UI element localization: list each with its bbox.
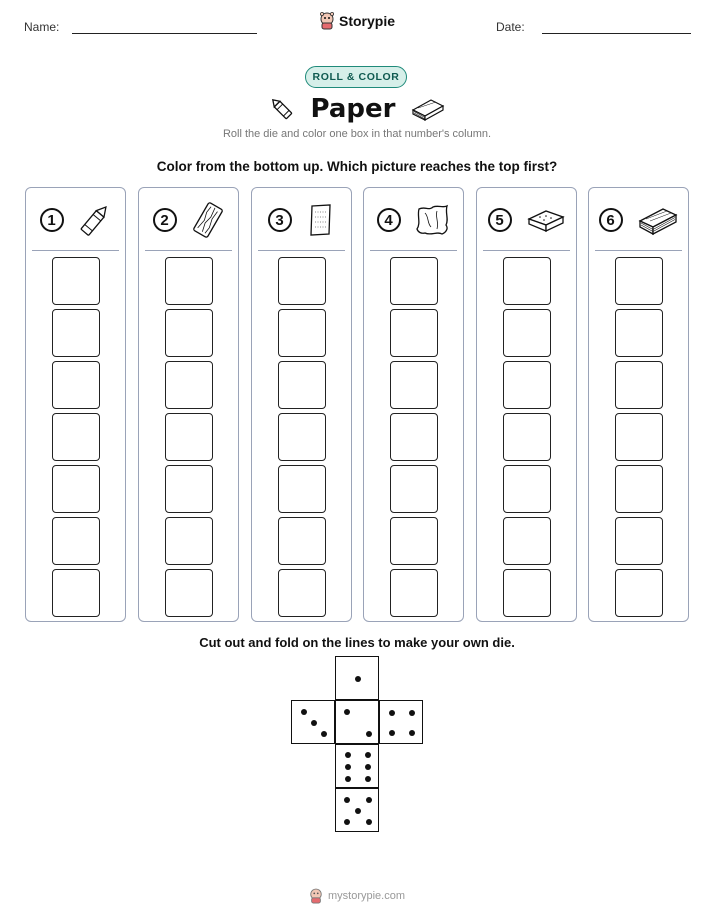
- column-4: [363, 187, 464, 622]
- number-badge: 5: [488, 208, 512, 232]
- column-divider: [595, 250, 682, 251]
- color-box[interactable]: [615, 465, 663, 513]
- color-box[interactable]: [165, 413, 213, 461]
- column-divider: [258, 250, 345, 251]
- color-box[interactable]: [390, 517, 438, 565]
- name-label: Name:: [24, 20, 60, 34]
- brand-logo: [0, 12, 714, 33]
- color-box[interactable]: [278, 257, 326, 305]
- number-badge: 4: [377, 208, 401, 232]
- color-box[interactable]: [503, 569, 551, 617]
- color-box[interactable]: [278, 413, 326, 461]
- crayon-icon: [269, 96, 295, 122]
- color-box[interactable]: [615, 517, 663, 565]
- footer-url: mystorypie.com: [327, 890, 406, 902]
- color-box[interactable]: [165, 517, 213, 565]
- page-title: Paper: [310, 94, 396, 124]
- column-header: [26, 202, 125, 238]
- paper-stack-icon: [411, 96, 445, 122]
- column-3: [251, 187, 352, 622]
- die-face-4: [379, 700, 423, 744]
- column-divider: [145, 250, 232, 251]
- color-box[interactable]: [52, 257, 100, 305]
- color-box[interactable]: [615, 257, 663, 305]
- instruction: Color from the bottom up. Which picture reaches the top first?: [156, 159, 558, 174]
- color-box[interactable]: [278, 517, 326, 565]
- color-box[interactable]: [503, 517, 551, 565]
- color-box[interactable]: [390, 413, 438, 461]
- mascot-icon: [319, 12, 335, 30]
- number-badge: 6: [599, 208, 623, 232]
- color-box[interactable]: [503, 361, 551, 409]
- color-box[interactable]: [615, 569, 663, 617]
- color-box[interactable]: [165, 361, 213, 409]
- color-box[interactable]: [52, 309, 100, 357]
- paper-stack-icon: [637, 203, 679, 237]
- number-badge: 1: [40, 208, 64, 232]
- color-box[interactable]: [615, 309, 663, 357]
- number-badge: 3: [268, 208, 292, 232]
- color-box[interactable]: [165, 465, 213, 513]
- color-box[interactable]: [278, 309, 326, 357]
- color-box[interactable]: [390, 361, 438, 409]
- color-box[interactable]: [278, 361, 326, 409]
- die-face-5: [335, 788, 379, 832]
- color-box[interactable]: [503, 413, 551, 461]
- column-1: [25, 187, 126, 622]
- color-box[interactable]: [165, 309, 213, 357]
- crayon-icon: [78, 202, 112, 238]
- column-divider: [483, 250, 570, 251]
- color-box[interactable]: [615, 413, 663, 461]
- crumpled-cloth-icon: [415, 203, 451, 237]
- color-box[interactable]: [52, 569, 100, 617]
- color-box[interactable]: [278, 465, 326, 513]
- die-face-1: [335, 656, 379, 700]
- number-badge: 2: [153, 208, 177, 232]
- column-2: [138, 187, 239, 622]
- color-box[interactable]: [278, 569, 326, 617]
- color-box[interactable]: [390, 309, 438, 357]
- die-instruction: Cut out and fold on the lines to make your own die.: [199, 635, 515, 650]
- column-6: [588, 187, 689, 622]
- column-header: [139, 202, 238, 238]
- mascot-icon: [309, 888, 323, 904]
- date-label: Date:: [496, 20, 525, 34]
- name-line[interactable]: [72, 33, 257, 34]
- color-box[interactable]: [52, 465, 100, 513]
- die-face-6: [335, 744, 379, 788]
- column-5: [476, 187, 577, 622]
- subtitle: Roll the die and color one box in that number's column.: [222, 128, 492, 140]
- column-header: [364, 202, 463, 238]
- paper-sheet-icon: [306, 202, 336, 238]
- sponge-icon: [526, 205, 566, 235]
- color-box[interactable]: [52, 413, 100, 461]
- column-header: [477, 202, 576, 238]
- color-box[interactable]: [615, 361, 663, 409]
- brand-name: Storypie: [338, 13, 395, 29]
- column-divider: [32, 250, 119, 251]
- color-box[interactable]: [503, 309, 551, 357]
- color-box[interactable]: [52, 517, 100, 565]
- column-divider: [370, 250, 457, 251]
- color-box[interactable]: [390, 569, 438, 617]
- die-face-3: [291, 700, 335, 744]
- roll-and-color-badge: ROLL & COLOR: [305, 66, 407, 88]
- column-header: [252, 202, 351, 238]
- footer: [0, 888, 714, 907]
- color-box[interactable]: [503, 257, 551, 305]
- die-face-2: [335, 700, 379, 744]
- color-box[interactable]: [390, 257, 438, 305]
- color-box[interactable]: [390, 465, 438, 513]
- wood-bark-icon: [191, 202, 225, 238]
- color-box[interactable]: [165, 257, 213, 305]
- date-line[interactable]: [542, 33, 691, 34]
- color-box[interactable]: [165, 569, 213, 617]
- color-box[interactable]: [503, 465, 551, 513]
- color-box[interactable]: [52, 361, 100, 409]
- title-row: [0, 94, 714, 124]
- column-header: [589, 202, 688, 238]
